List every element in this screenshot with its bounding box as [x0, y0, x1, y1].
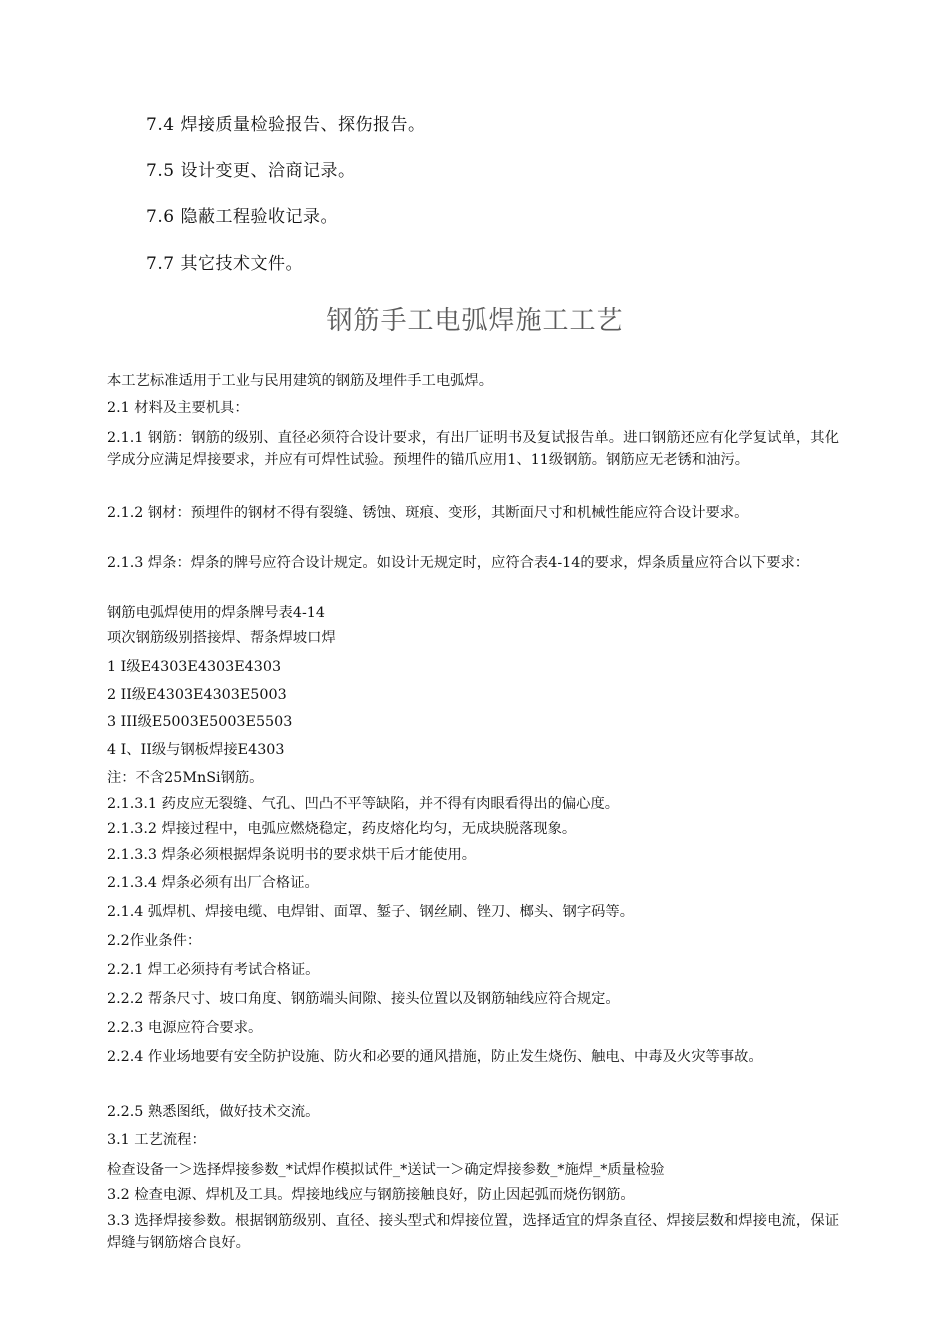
paragraph: 2.2.4 作业场地要有安全防护设施、防火和必要的通风措施，防止发生烧伤、触电、中毒及火灾等事故。 [107, 1049, 763, 1065]
table-header: 项次钢筋级别搭接焊、帮条焊坡口焊 [107, 630, 336, 646]
section-heading: 2.1 材料及主要机具： [107, 400, 249, 416]
paragraph: 2.1.3.2 焊接过程中，电弧应燃烧稳定，药皮熔化均匀，无成块脱落现象。 [107, 821, 577, 837]
paragraph: 2.2.5 熟悉图纸，做好技术交流。 [107, 1104, 320, 1120]
paragraph: 2.1.3.3 焊条必须根据焊条说明书的要求烘干后才能使用。 [107, 847, 477, 863]
paragraph: 2.1.3.4 焊条必须有出厂合格证。 [107, 875, 319, 891]
list-item: 7.6 隐蔽工程验收记录。 [146, 207, 338, 227]
paragraph: 2.2.2 帮条尺寸、坡口角度、钢筋端头间隙、接头位置以及钢筋轴线应符合规定。 [107, 991, 620, 1007]
process-flow: 检查设备一＞选择焊接参数_*试焊作模拟试件_*送试一＞确定焊接参数_*施焊_*质量检验 [107, 1162, 665, 1178]
paragraph: 2.1.3.1 药皮应无裂缝、气孔、凹凸不平等缺陷，并不得有肉眼看得出的偏心度。 [107, 796, 620, 812]
list-item: 7.7 其它技术文件。 [146, 254, 303, 274]
paragraph: 本工艺标准适用于工业与民用建筑的钢筋及埋件手工电弧焊。 [107, 373, 494, 389]
list-item: 7.4 焊接质量检验报告、探伤报告。 [146, 115, 426, 135]
list-item: 7.5 设计变更、洽商记录。 [146, 161, 356, 181]
table-caption: 钢筋电弧焊使用的焊条牌号表4-14 [107, 605, 325, 621]
note: 注：不含25MnSi钢筋。 [107, 770, 264, 786]
table-row: 4 I、II级与钢板焊接E4303 [107, 742, 285, 758]
page-title: 钢筋手工电弧焊施工工艺 [326, 306, 624, 336]
section-heading: 2.2作业条件： [107, 933, 202, 949]
paragraph: 2.1.4 弧焊机、焊接电缆、电焊钳、面罩、錾子、钢丝刷、锉刀、榔头、钢字码等。 [107, 904, 635, 920]
paragraph: 2.1.3 焊条：焊条的牌号应符合设计规定。如设计无规定时，应符合表4-14的要求，焊条质量应符合以下要求： [107, 555, 810, 571]
section-heading: 3.1 工艺流程： [107, 1132, 206, 1148]
paragraph: 2.1.2 钢材：预埋件的钢材不得有裂缝、锈蚀、斑痕、变形，其断面尺寸和机械性能应符合设计要求。 [107, 505, 749, 521]
paragraph: 3.2 检查电源、焊机及工具。焊接地线应与钢筋接触良好，防止因起弧而烧伤钢筋。 [107, 1187, 635, 1203]
paragraph: 2.2.3 电源应符合要求。 [107, 1020, 263, 1036]
table-row: 1 I级E4303E4303E4303 [107, 659, 282, 675]
paragraph: 2.2.1 焊工必须持有考试合格证。 [107, 962, 320, 978]
paragraph: 3.3 选择焊接参数。根据钢筋级别、直径、接头型式和焊接位置，选择适宜的焊条直径、焊接层数和焊接电流，保证焊缝与钢筋熔合良好。 [107, 1213, 839, 1251]
paragraph: 2.1.1 钢筋：钢筋的级别、直径必须符合设计要求，有出厂证明书及复试报告单。进口钢筋还应有化学复试单，其化学成分应满足焊接要求，并应有可焊性试验。预埋件的锚爪应用1、11级钢筋。钢筋应无老锈和油污。 [107, 430, 839, 468]
table-row: 3 III级E5003E5003E5503 [107, 714, 293, 730]
table-row: 2 II级E4303E4303E5003 [107, 687, 287, 703]
